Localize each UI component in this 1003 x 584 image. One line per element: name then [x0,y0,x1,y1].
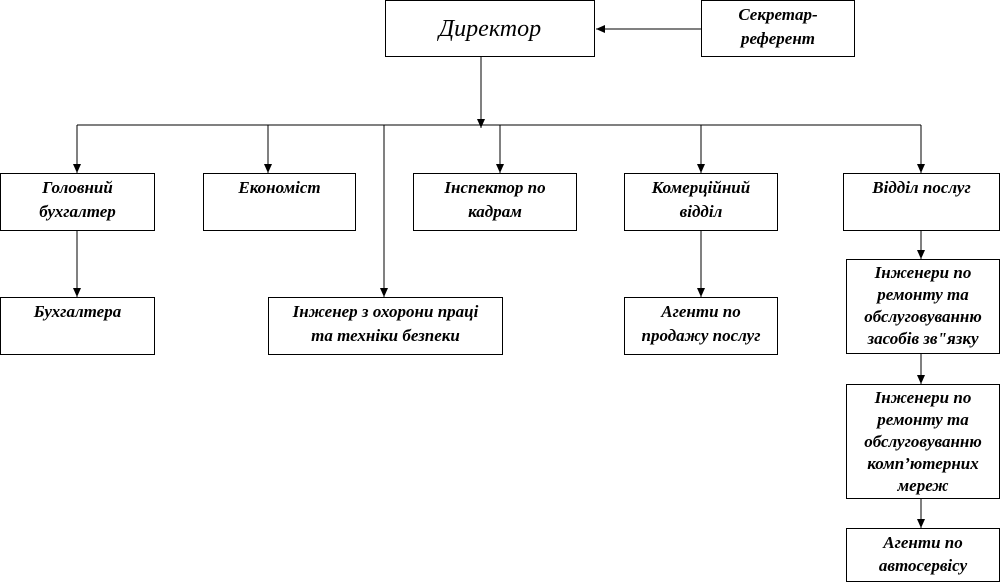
chief-accountant-label-1: Головний [42,178,113,197]
economist-label: Економіст [238,178,321,197]
sales-agents-label-2: продажу послуг [641,326,761,345]
hr-inspector-label-2: кадрам [468,202,522,221]
sales-agents-label-1: Агенти по [661,302,741,321]
services-dept-label: Відділ послуг [872,178,971,197]
hr-inspector-label-1: Інспектор по [444,178,546,197]
accountants-label: Бухгалтера [33,302,122,321]
network-engineers-label-3: обслуговуванню [864,432,982,451]
accountants-box [0,297,155,355]
autoservice-agents-label-1: Агенти по [883,533,963,552]
commercial-dept-label-1: Комерційний [651,178,751,197]
network-engineers-label-1: Інженери по [874,388,972,407]
network-engineers-box [846,384,1000,499]
network-engineers-label-2: ремонту та [877,410,969,429]
secretary-label-1: Секретар- [738,5,818,24]
comm-engineers-label-2: ремонту та [877,285,969,304]
chief-accountant-box [0,173,155,231]
comm-engineers-label-1: Інженери по [874,263,972,282]
network-engineers-label-4: комп’ютерних [867,454,979,473]
autoservice-agents-box [846,528,1000,582]
comm-engineers-label-4: засобів зв"язку [867,329,979,348]
safety-engineer-label-1: Інженер з охорони праці [292,302,479,321]
comm-engineers-label-3: обслуговуванню [864,307,982,326]
economist-box [203,173,356,231]
director-box [385,0,595,57]
commercial-dept-label-2: відділ [679,202,723,221]
hr-inspector-box [413,173,577,231]
safety-engineer-label-2: та техніки безпеки [311,326,460,345]
secretary-label-2: референт [740,29,816,48]
commercial-dept-box [624,173,778,231]
autoservice-agents-label-2: автосервісу [878,556,968,575]
comm-engineers-box [846,259,1000,354]
director-label: Директор [438,16,542,42]
network-engineers-label-5: мереж [897,476,949,495]
chief-accountant-label-2: бухгалтер [39,202,116,221]
safety-engineer-box [268,297,503,355]
sales-agents-box [624,297,778,355]
secretary-box [701,0,855,57]
services-dept-box [843,173,1000,231]
